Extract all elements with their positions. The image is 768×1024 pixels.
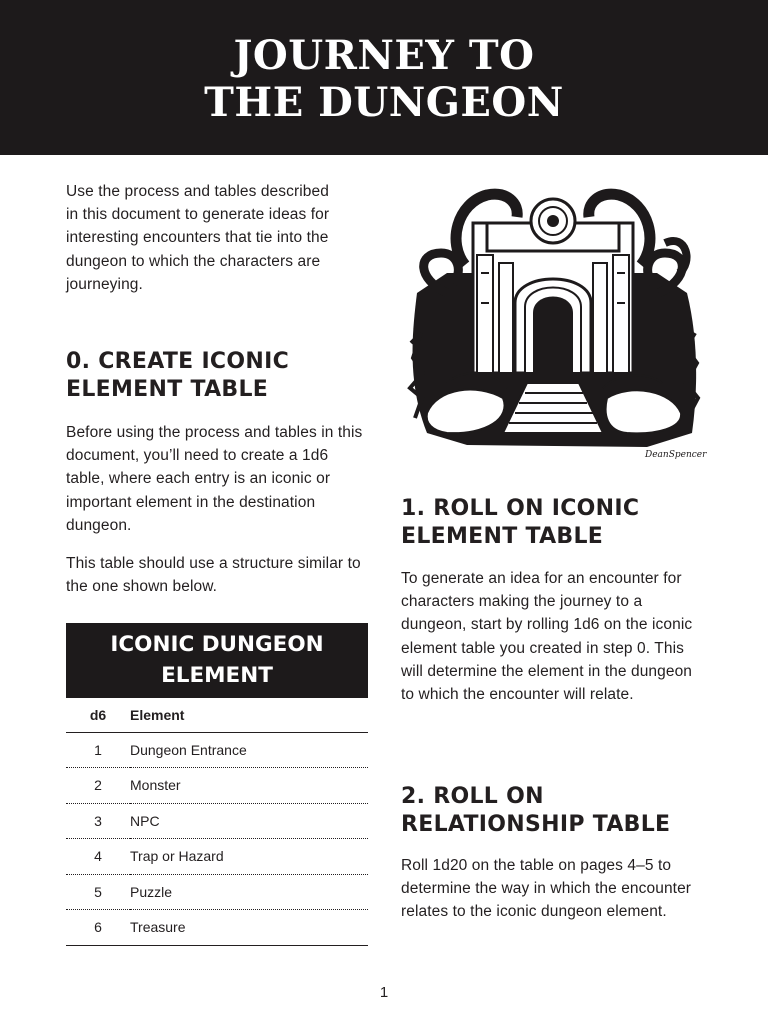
row-number: 5 <box>66 874 130 910</box>
section-0-heading <box>66 348 289 404</box>
element-table <box>66 698 368 946</box>
title-line-1: JOURNEY TO <box>233 32 535 79</box>
row-element: Treasure <box>130 910 368 946</box>
row-number: 3 <box>66 803 130 839</box>
table-row <box>66 874 368 910</box>
table-row <box>66 803 368 839</box>
section-1-paragraph: To generate an idea for an encounter for characters making the journey to a dungeon, start by rolling 1d6 on the iconic element table you created in step 0. This will determine the element in the dungeon to which the encounter will relate. <box>401 570 693 704</box>
page-header <box>0 0 768 155</box>
row-element: Puzzle <box>130 874 368 910</box>
section-1-heading-line-1: 1. ROLL ON ICONIC <box>401 496 640 521</box>
row-element: Monster <box>130 768 368 804</box>
dungeon-entrance-illustration <box>407 183 707 463</box>
column-header-d6: d6 <box>66 698 130 732</box>
row-number: 2 <box>66 768 130 804</box>
section-2-heading <box>401 783 670 839</box>
section-2-heading-line-1: 2. ROLL ON <box>401 784 544 809</box>
iconic-element-table <box>66 623 368 946</box>
row-element: Dungeon Entrance <box>130 732 368 768</box>
table-title-line-2: ELEMENT <box>161 663 273 688</box>
intro-paragraph: Use the process and tables described in this document to generate ideas for interesting encounters that tie into the dungeon to which the characters are journeying. <box>66 183 330 293</box>
page-title <box>0 32 768 126</box>
table-title <box>66 623 368 698</box>
column-header-element: Element <box>130 698 368 732</box>
row-element: NPC <box>130 803 368 839</box>
table-row <box>66 839 368 875</box>
section-1-heading <box>401 495 639 551</box>
svg-text:DeanSpencer: DeanSpencer <box>645 450 707 460</box>
section-0-heading-line-2: ELEMENT TABLE <box>66 377 269 402</box>
page-number: 1 <box>379 984 389 1001</box>
table-row <box>66 732 368 768</box>
section-2-heading-line-2: RELATIONSHIP TABLE <box>401 812 671 837</box>
section-0-paragraph-1: Before using the process and tables in this document, you’ll need to create a 1d6 table, where each entry is an iconic or important element in the destination dungeon. <box>66 424 363 534</box>
section-2-paragraph: Roll 1d20 on the table on pages 4–5 to determine the way in which the encounter relates to the iconic dungeon element. <box>401 857 692 921</box>
section-1-heading-line-2: ELEMENT TABLE <box>401 524 604 549</box>
table-title-line-1: ICONIC DUNGEON <box>110 632 324 657</box>
section-0-paragraph-2: This table should use a structure similar to the one shown below. <box>66 555 361 596</box>
table-row <box>66 768 368 804</box>
row-number: 1 <box>66 732 130 768</box>
section-0-heading-line-1: 0. CREATE ICONIC <box>66 349 290 374</box>
title-line-2: THE DUNGEON <box>204 79 564 126</box>
table-header-row <box>66 698 368 732</box>
row-element: Trap or Hazard <box>130 839 368 875</box>
table-row <box>66 910 368 946</box>
row-number: 6 <box>66 910 130 946</box>
row-number: 4 <box>66 839 130 875</box>
